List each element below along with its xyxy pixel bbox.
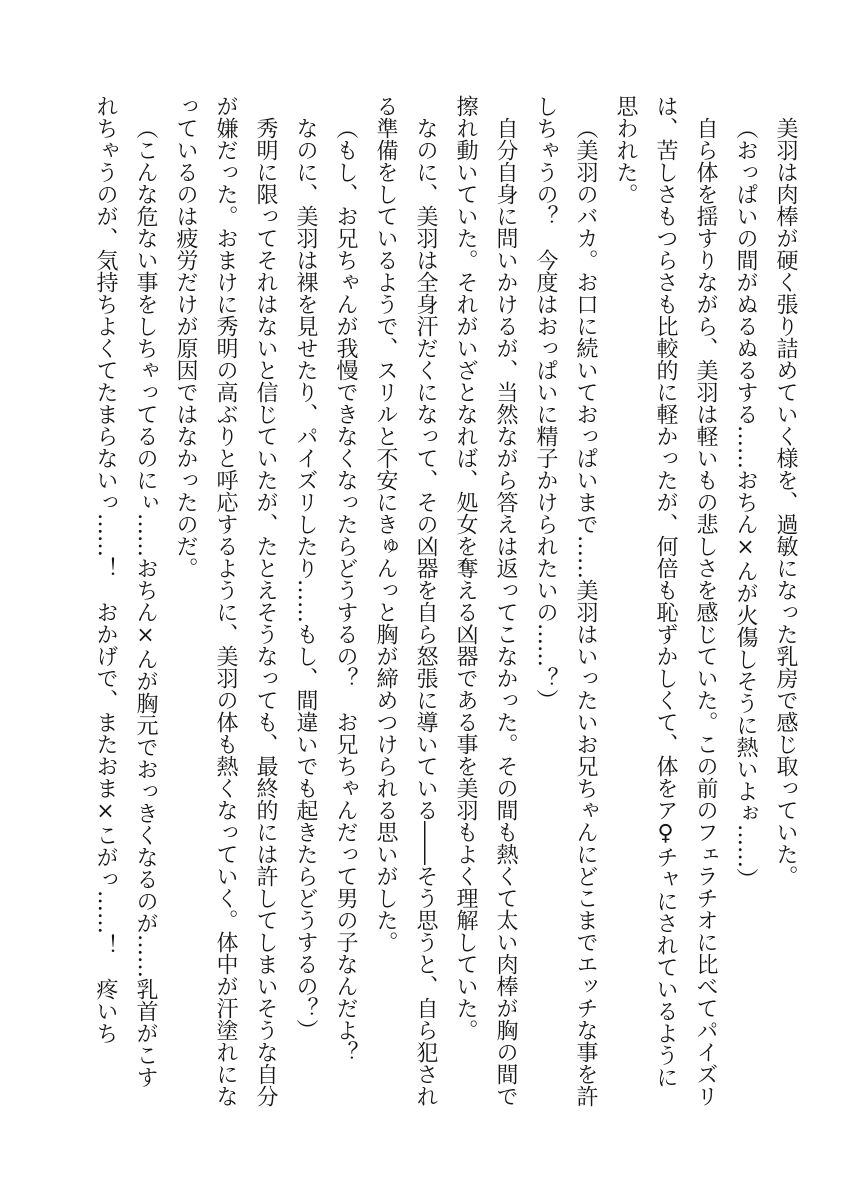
paragraph-1: 美羽は肉棒が硬く張り詰めていく様を、過敏になった乳房で感じ取っていた。 <box>773 117 798 887</box>
paragraph-6: なのに、美羽は全身汗だくになって、その凶器を自ら怒張に導いている――そう思うと、自ら犯される準備をしているようで、スリルと不安にきゅんっと胸が締めつけられる思いがした。 <box>373 95 438 1107</box>
paragraph-7: （もし、お兄ちゃんが我慢できなくなったらどうするの？ お兄ちゃんだって男の子なんだよ？ <box>333 117 358 1063</box>
vertical-text-block <box>85 95 805 1109</box>
paragraph-9: 秀明に限ってそれはないと信じていたが、たとえそうなっても、最終的には許してしまいそうな自分が嫌だった。おまけに秀明の高ぶりと呼応するように、美羽の体も熱くなっていく。体中が汗塗れになっているのは疲労だけが原因ではなかったのだ。 <box>173 95 278 1107</box>
paragraph-8: なのに、美羽は裸を見せたり、パイズリしたり……もし、間違いでも起きたらどうするの？） <box>293 117 318 1041</box>
paragraph-10: （こんな危ない事をしちゃってるのにぃ……おちん×んが胸元でおっきくなるのが……乳首がこすれちゃうのが、気持ちよくてたまらないっ……！ おかげで、またおま×こがっ……！ 疼いち <box>93 95 158 1088</box>
paragraph-3: 自ら体を揺すりながら、美羽は軽いもの悲しさを感じていた。この前のフェラチオに比べてパイズリは、苦しさもつらさも比較的に軽かったが、何倍も恥ずかしくて、体をア♀チャにされているように思われた。 <box>613 95 718 1107</box>
paragraph-4: （美羽のバカ。お口に続いておっぱいまで……美羽はいったいお兄ちゃんにどこまでエッチな事を許しちゃうの？ 今度はおっぱいに精子かけられたいの……？） <box>533 95 598 1107</box>
paragraph-5: 自分自身に問いかけるが、当然ながら答えは返ってこなかった。その間も熱くて太い肉棒が胸の間で擦れ動いていた。それがいざとなれば、処女を奪える凶器である事を美羽もよく理解していた。 <box>453 95 518 1107</box>
paragraph-2: （おっぱいの間がぬるぬるする……おちん×んが火傷しそうに熱いよぉ……） <box>733 117 758 890</box>
